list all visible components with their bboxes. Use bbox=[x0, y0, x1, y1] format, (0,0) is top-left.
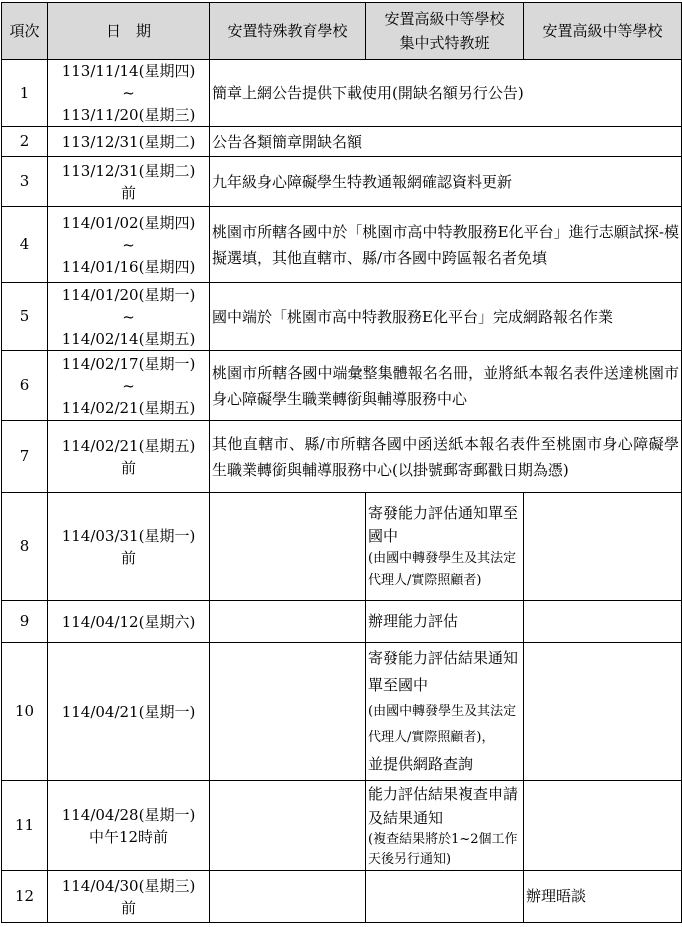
cell-special-school bbox=[210, 781, 366, 871]
row-number: 8 bbox=[2, 493, 48, 601]
date-start: 114/04/28(星期一) bbox=[61, 805, 196, 824]
task-note: (由國中轉發學生及其法定代理人/實際照顧者)， bbox=[368, 704, 517, 745]
row-date bbox=[48, 871, 210, 923]
row-number: 11 bbox=[2, 781, 48, 871]
cell-hs-school bbox=[524, 781, 682, 871]
date-qualifier: 前 bbox=[120, 458, 136, 477]
header-hs-central bbox=[366, 3, 524, 60]
date-start: 113/12/31(星期二) bbox=[61, 161, 196, 180]
header-item: 項次 bbox=[2, 3, 48, 60]
date-start: 114/02/17(星期一) bbox=[61, 354, 196, 373]
row-number: 3 bbox=[2, 157, 48, 207]
row-description: 公告各類簡章開缺名額 bbox=[210, 127, 682, 157]
cell-hs-school: 辦理晤談 bbox=[524, 871, 682, 923]
date-qualifier: 前 bbox=[120, 183, 136, 202]
date-end: 114/02/14(星期五) bbox=[61, 329, 196, 348]
row-date bbox=[48, 781, 210, 871]
date-range-sep: ~ bbox=[122, 84, 135, 102]
table-row bbox=[2, 207, 682, 283]
row-date bbox=[48, 207, 210, 283]
row-date bbox=[48, 493, 210, 601]
cell-hs-central bbox=[366, 781, 524, 871]
date-range-sep: ~ bbox=[122, 235, 135, 254]
row-date bbox=[48, 60, 210, 127]
date-end: 114/02/21(星期五) bbox=[61, 398, 196, 417]
table-row bbox=[2, 351, 682, 421]
row-date bbox=[48, 283, 210, 351]
schedule-table bbox=[1, 2, 682, 923]
date-range-sep: ~ bbox=[122, 376, 135, 395]
table-row bbox=[2, 127, 682, 157]
date-qualifier: 前 bbox=[120, 548, 136, 567]
row-number: 9 bbox=[2, 601, 48, 643]
row-description: 其他直轄市、縣/市所轄各國中函送紙本報名表件至桃園市身心障礙學生職業轉銜與輔導服務中心(以掛號郵寄郵戳日期為憑) bbox=[210, 421, 682, 493]
row-date: 113/12/31(星期二) bbox=[48, 127, 210, 157]
date-qualifier: 前 bbox=[120, 898, 136, 917]
cell-hs-school bbox=[524, 493, 682, 601]
header-hs-central-line2: 集中式特教班 bbox=[399, 34, 490, 52]
row-date bbox=[48, 157, 210, 207]
row-number: 2 bbox=[2, 127, 48, 157]
task-note: (複查結果將於1~2個工作天後另行通知) bbox=[368, 831, 518, 867]
row-number: 1 bbox=[2, 60, 48, 127]
table-row bbox=[2, 871, 682, 923]
task-text: 能力評估結果複查申請及結果通知 bbox=[368, 784, 519, 827]
row-number: 4 bbox=[2, 207, 48, 283]
row-number: 12 bbox=[2, 871, 48, 923]
table-row bbox=[2, 601, 682, 643]
cell-hs-central bbox=[366, 871, 524, 923]
date-end: 113/11/20(星期三) bbox=[61, 106, 196, 124]
row-description: 桃園市所轄各國中端彙整集體報名名冊，並將紙本報名表件送達桃園市身心障礙學生職業轉銜與輔導服務中心 bbox=[210, 351, 682, 421]
table-row bbox=[2, 60, 682, 127]
row-description: 簡章上網公告提供下載使用(開缺名額另行公告) bbox=[210, 60, 682, 127]
row-description: 九年級身心障礙學生特教通報網確認資料更新 bbox=[210, 157, 682, 207]
date-end: 114/01/16(星期四) bbox=[61, 257, 196, 276]
cell-hs-central: 辦理能力評估 bbox=[366, 601, 524, 643]
header-hs-central-line1: 安置高級中等學校 bbox=[384, 10, 505, 28]
cell-hs-school bbox=[524, 601, 682, 643]
row-description: 桃園市所轄各國中於「桃園市高中特教服務E化平台」進行志願試探-模擬選填，其他直轄市、縣/市各國中跨區報名者免填 bbox=[210, 207, 682, 283]
date-start: 114/01/02(星期四) bbox=[61, 213, 196, 232]
row-date bbox=[48, 351, 210, 421]
row-number: 5 bbox=[2, 283, 48, 351]
table-row bbox=[2, 283, 682, 351]
cell-special-school bbox=[210, 493, 366, 601]
date-start: 114/01/20(星期一) bbox=[61, 285, 196, 304]
header-special-school: 安置特殊教育學校 bbox=[210, 3, 366, 60]
task-text-extra: 並提供網路查詢 bbox=[368, 755, 474, 773]
cell-hs-central bbox=[366, 643, 524, 781]
table-row bbox=[2, 643, 682, 781]
date-start: 113/11/14(星期四) bbox=[61, 62, 196, 80]
date-start: 114/02/21(星期五) bbox=[61, 436, 196, 455]
cell-hs-central bbox=[366, 493, 524, 601]
header-hs-school: 安置高級中等學校 bbox=[524, 3, 682, 60]
date-start: 114/03/31(星期一) bbox=[61, 526, 196, 545]
row-number: 6 bbox=[2, 351, 48, 421]
row-date: 114/04/21(星期一) bbox=[48, 643, 210, 781]
row-date bbox=[48, 421, 210, 493]
row-number: 10 bbox=[2, 643, 48, 781]
row-date: 114/04/12(星期六) bbox=[48, 601, 210, 643]
date-range-sep: ~ bbox=[122, 307, 135, 326]
task-note: (由國中轉發學生及其法定代理人/實際照顧者) bbox=[368, 550, 517, 588]
cell-hs-school bbox=[524, 643, 682, 781]
table-row bbox=[2, 493, 682, 601]
row-number: 7 bbox=[2, 421, 48, 493]
cell-special-school bbox=[210, 601, 366, 643]
task-text: 寄發能力評估通知單至國中 bbox=[368, 503, 519, 545]
row-description: 國中端於「桃園市高中特教服務E化平台」完成網路報名作業 bbox=[210, 283, 682, 351]
task-text: 寄發能力評估結果通知單至國中 bbox=[368, 649, 519, 694]
table-row bbox=[2, 421, 682, 493]
date-qualifier: 中午12時前 bbox=[88, 827, 169, 846]
cell-special-school bbox=[210, 643, 366, 781]
header-row bbox=[2, 3, 682, 60]
table-row bbox=[2, 781, 682, 871]
header-date: 日 期 bbox=[48, 3, 210, 60]
date-start: 114/04/30(星期三) bbox=[61, 876, 196, 895]
cell-special-school bbox=[210, 871, 366, 923]
table-row bbox=[2, 157, 682, 207]
